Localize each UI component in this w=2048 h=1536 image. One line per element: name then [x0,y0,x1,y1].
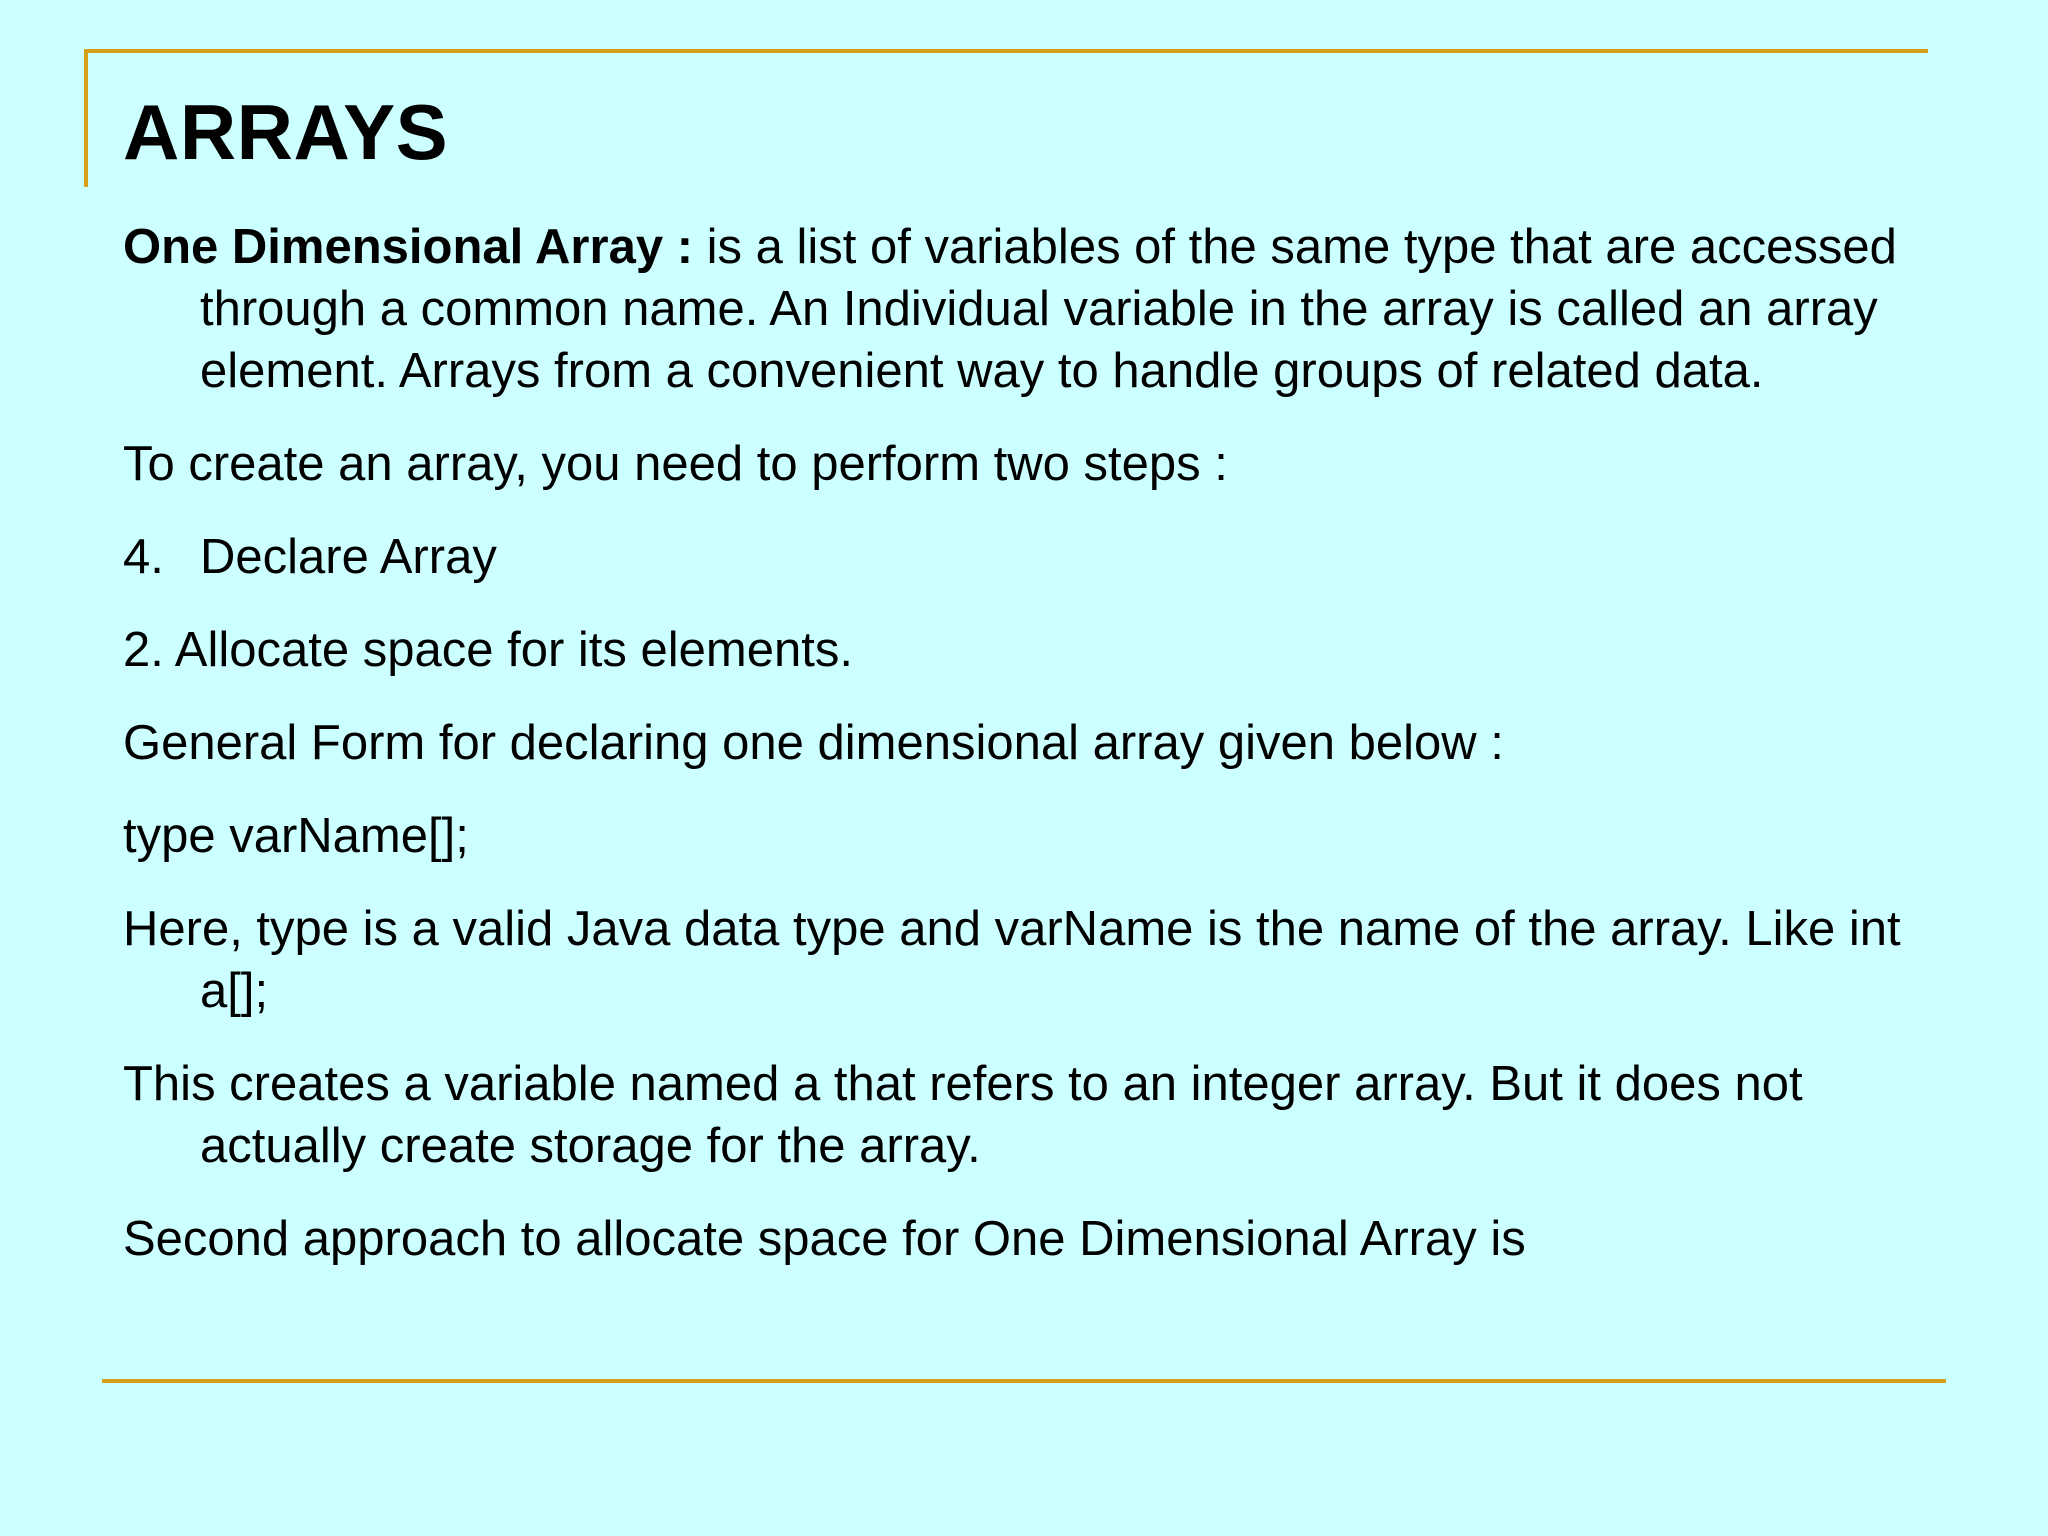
left-rule [84,49,88,187]
steps-intro: To create an array, you need to perform two steps : [123,437,1228,491]
list-item-text: Declare Array [200,530,497,584]
top-rule [84,49,1928,53]
general-form-text: General Form for declaring one dimensional array given below : [123,716,1504,770]
intro-paragraph [123,216,1933,402]
bottom-rule [102,1379,1946,1383]
explanation-paragraph: Here, type is a valid Java data type and varName is the name of the array. Like int a[]; [123,902,1901,1018]
list-item-number: 4. [123,530,164,584]
intro-lead: One Dimensional Array : [123,220,694,274]
step-two: 2. Allocate space for its elements. [123,623,853,677]
second-approach-text: Second approach to allocate space for One Dimensional Array is [123,1212,1526,1266]
note-paragraph: This creates a variable named a that refers to an integer array. But it does not actually create storage for the array. [123,1057,1803,1173]
intro-text: is a list of variables of the same type that are accessed through a common name. An Individual variable in the array is called an array element. Arrays from a convenient way to handle groups of related data. [200,220,1897,398]
syntax-line: type varName[]; [123,809,469,863]
slide-body [123,216,1933,1301]
slide-title: ARRAYS [123,88,449,176]
list-item [123,526,1933,588]
